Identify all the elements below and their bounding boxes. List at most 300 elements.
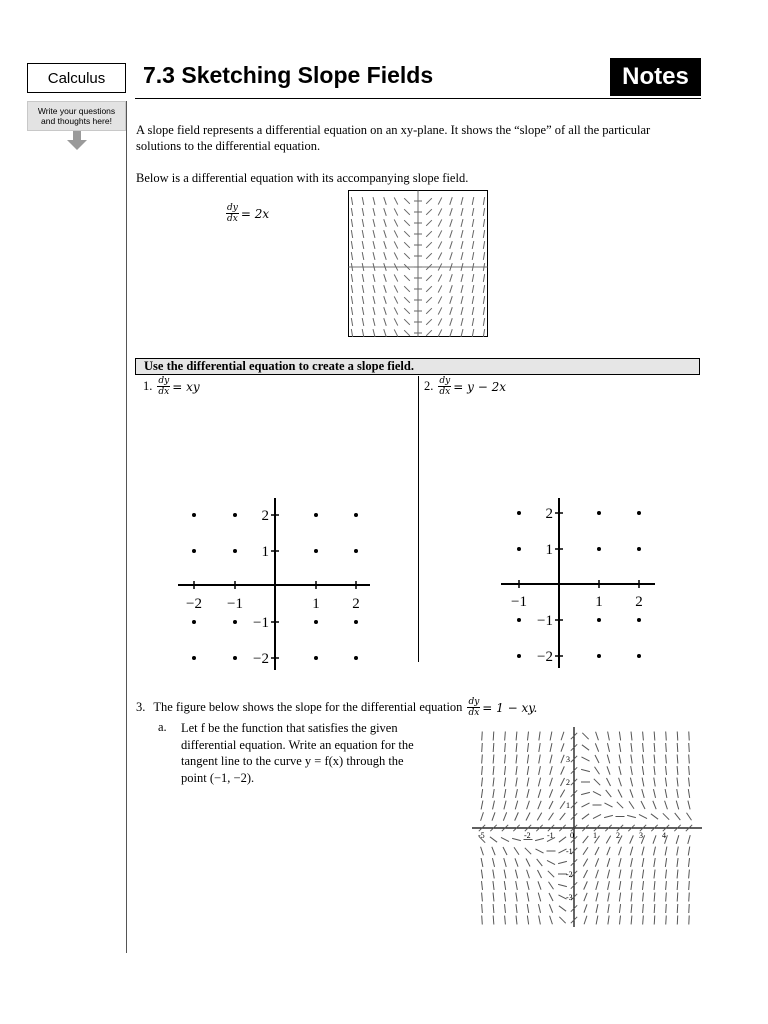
column-divider (418, 376, 419, 662)
slope-segment (504, 801, 506, 810)
slope-segment (593, 791, 601, 795)
slope-segment (493, 870, 494, 879)
slope-segment (689, 881, 690, 890)
slope-segment (516, 766, 517, 775)
slope-segment (558, 884, 567, 886)
slope-segment (559, 906, 566, 911)
slope-segment (527, 893, 529, 902)
slope-segment (482, 778, 483, 787)
slope-segment (549, 813, 554, 820)
slope-segment (604, 815, 613, 817)
x-tick-label: 1 (595, 594, 603, 610)
slope-segment (642, 870, 643, 879)
slope-segment (607, 766, 610, 774)
slope-segment (606, 778, 610, 786)
axis-tick-label: 3 (639, 831, 643, 840)
intro-paragraph-2: Below is a differential equation with its accompanying slope field. (136, 171, 469, 185)
slope-segment (631, 743, 632, 752)
slope-segment (539, 766, 541, 775)
slope-segment (595, 755, 599, 763)
slope-segment (666, 766, 667, 775)
slope-segment (651, 814, 658, 819)
header-rule (135, 98, 701, 99)
slope-segment (607, 755, 609, 764)
slope-segment (493, 904, 494, 913)
problem-3-statement (136, 697, 537, 718)
slope-segment (516, 778, 517, 787)
slope-segment (505, 743, 506, 752)
slope-segment (594, 779, 600, 785)
slope-segment (560, 813, 566, 820)
slope-segment (503, 812, 506, 820)
y-tick-label: −2 (537, 649, 553, 665)
axis-tick-label: 1 (593, 831, 597, 840)
example-slope-field (348, 190, 488, 337)
slope-segment (537, 859, 543, 866)
y-tick-label: −1 (253, 615, 269, 631)
slope-segment (593, 814, 601, 818)
slope-segment (482, 881, 483, 890)
slope-segment (493, 789, 494, 798)
problem-3-text: The figure below shows the slope for the differential equation (153, 700, 463, 714)
slope-segment (549, 893, 553, 901)
part-a-line: tangent line to the curve y = f(x) through the (181, 754, 404, 768)
slope-segment (677, 870, 678, 879)
slope-segment (665, 778, 666, 787)
x-tick-label: −2 (186, 596, 202, 612)
part-a-line: point (−1, −2). (181, 770, 255, 785)
slope-segment (584, 893, 587, 901)
slope-segment (663, 813, 669, 819)
equation-rhs: = xy (172, 379, 200, 394)
slope-segment (620, 916, 621, 925)
slope-segment (504, 858, 506, 867)
y-tick-label: 1 (545, 542, 553, 558)
slope-segment (596, 904, 598, 913)
y-tick-label: 2 (261, 508, 269, 524)
slope-segment (619, 870, 621, 879)
slope-segment (482, 893, 483, 902)
slope-segment (677, 778, 678, 787)
slope-segment (665, 789, 667, 798)
slope-segment (548, 871, 554, 877)
slope-segment (516, 904, 517, 913)
equation-rhs: = y − 2x (453, 379, 506, 394)
slope-segment (654, 916, 655, 925)
slope-segment (677, 847, 679, 856)
derivative-fraction (467, 697, 480, 718)
slope-segment (642, 858, 644, 867)
x-tick-label: 2 (635, 594, 643, 610)
x-tick-label: −1 (511, 594, 527, 610)
example-equation (226, 203, 269, 224)
slope-segment (537, 813, 541, 821)
slope-segment (527, 789, 529, 798)
margin-prompt-line2: and thoughts here! (41, 116, 112, 126)
slope-segment (677, 755, 678, 764)
slope-segment (481, 858, 483, 867)
slope-segment (595, 743, 598, 751)
slope-segment (607, 743, 609, 752)
slope-segment (582, 814, 589, 819)
slope-segment (482, 766, 483, 775)
slope-segment (550, 755, 552, 764)
slope-segment (619, 766, 621, 775)
slope-segment (505, 916, 506, 925)
slope-segment (505, 732, 506, 741)
slope-segment (537, 870, 541, 878)
slope-segment (549, 904, 552, 912)
slope-segment (666, 732, 667, 741)
axis-tick-label: -2 (524, 831, 531, 840)
derivative-fraction (226, 203, 239, 224)
slope-segment (604, 803, 612, 807)
slope-segment (666, 870, 667, 879)
slope-segment (629, 801, 634, 808)
slope-segment (665, 801, 668, 810)
slope-segment (606, 836, 610, 844)
fraction-numerator: dy (439, 376, 451, 386)
fraction-denominator: dx (158, 387, 170, 397)
slope-segment (618, 789, 622, 797)
slope-segment (619, 743, 620, 752)
slope-segment (504, 789, 506, 798)
slope-segment (550, 743, 552, 752)
slope-segment (631, 755, 632, 764)
slope-segment (550, 732, 552, 741)
slope-segment (666, 881, 667, 890)
slope-segment (654, 755, 655, 764)
slope-segment (561, 743, 564, 751)
slope-segment (493, 755, 494, 764)
slope-segment (539, 732, 540, 741)
y-tick-label: −1 (537, 613, 553, 629)
slope-segment (581, 803, 589, 807)
slope-segment (689, 755, 690, 764)
slope-segment (642, 847, 644, 856)
slope-segment (653, 789, 655, 798)
slope-segment (527, 766, 528, 775)
slope-segment (689, 893, 690, 902)
slope-segment (558, 861, 567, 863)
margin-prompt (27, 101, 126, 131)
slope-segment (607, 847, 610, 855)
slope-segment (596, 916, 598, 925)
slope-segment (493, 916, 494, 925)
slope-segment (535, 838, 544, 840)
slope-segment (630, 835, 634, 843)
axis-tick-label: 2 (616, 831, 620, 840)
slope-segment (688, 801, 690, 810)
slope-segment (687, 813, 692, 820)
slope-segment (504, 893, 505, 902)
slope-segment (595, 858, 598, 866)
part-a-line: differential equation. Write an equation for the (181, 737, 414, 752)
slope-segment (516, 755, 517, 764)
slope-segment (493, 893, 494, 902)
slope-segment (677, 904, 678, 913)
slope-segment (584, 881, 588, 889)
slope-segment (560, 790, 564, 798)
axis-tick-label: -1 (547, 831, 554, 840)
slope-segment (642, 881, 643, 890)
slope-segment (549, 801, 553, 809)
slope-segment (493, 778, 494, 787)
slope-segment (666, 904, 667, 913)
problem-2-equation (424, 376, 506, 397)
slope-segment (689, 778, 690, 787)
slope-segment (538, 881, 541, 889)
slope-segment (482, 755, 483, 764)
x-tick-label: −1 (227, 596, 243, 612)
slope-segment (493, 766, 494, 775)
slope-segment (676, 835, 679, 844)
slope-segment (596, 870, 599, 879)
slope-segment (631, 766, 633, 775)
slope-segment (654, 778, 655, 787)
slope-segment (619, 847, 622, 856)
slope-segment (630, 778, 632, 787)
slope-segment (606, 790, 612, 797)
slope-segment (539, 916, 541, 925)
margin-prompt-line1: Write your questions (37, 106, 116, 116)
slope-segment (527, 743, 528, 752)
slope-segment (675, 813, 681, 820)
slope-segment (583, 847, 588, 854)
slope-segment (550, 916, 553, 925)
page-title: 7.3 Sketching Slope Fields (143, 62, 434, 88)
slope-segment (654, 870, 655, 879)
slope-segment (654, 858, 655, 867)
slope-segment (559, 917, 565, 923)
slope-segment (549, 882, 554, 889)
slope-segment (666, 755, 667, 764)
slope-segment (482, 916, 483, 925)
slope-segment (481, 789, 482, 798)
x-tick-label: 1 (312, 596, 320, 612)
slope-segment (581, 769, 590, 771)
section-heading: Use the differential equation to create a slope field. (135, 358, 700, 375)
slope-segment (482, 743, 483, 752)
fraction-numerator: dy (227, 203, 238, 213)
slope-segment (677, 893, 678, 902)
slope-segment (538, 778, 540, 787)
problem-1-equation (143, 376, 200, 397)
slope-segment (516, 789, 518, 798)
slope-segment (481, 870, 482, 879)
slope-segment (665, 847, 667, 856)
slope-segment (642, 766, 643, 775)
slope-segment (677, 732, 678, 741)
slope-segment (527, 916, 528, 925)
problem-number: 3. (136, 700, 146, 714)
slope-segment (677, 743, 678, 752)
problem-1-grid (170, 490, 380, 675)
slope-segment (595, 847, 599, 855)
slope-segment (666, 743, 667, 752)
part-a-text (181, 720, 461, 786)
slope-segment (514, 847, 519, 854)
slope-segment (516, 893, 517, 902)
slope-segment (493, 743, 494, 752)
derivative-fraction (438, 376, 451, 397)
axis-tick-label: -5 (478, 831, 485, 840)
slope-segment (639, 814, 647, 818)
slope-segment (528, 732, 529, 741)
fraction-numerator: dy (158, 376, 170, 386)
equation-rhs: = 2x (240, 206, 270, 221)
fraction-denominator: dx (227, 214, 238, 224)
slope-segment (631, 858, 633, 867)
slope-segment (527, 801, 530, 810)
slope-segment (584, 916, 587, 925)
slope-segment (561, 766, 565, 774)
y-tick-label: −2 (253, 651, 269, 667)
slope-segment (539, 743, 540, 752)
slope-segment (493, 801, 495, 810)
slope-segment (631, 881, 632, 890)
slope-segment (607, 858, 610, 867)
slope-segment (677, 766, 678, 775)
slope-segment (561, 755, 564, 763)
slope-segment (581, 792, 590, 794)
slope-segment (504, 778, 505, 787)
slope-segment (501, 837, 509, 841)
slope-segment (607, 870, 609, 879)
slope-segment (608, 904, 609, 913)
slope-segment (688, 835, 690, 844)
slope-segment (560, 778, 564, 786)
slope-segment (515, 812, 519, 820)
slope-segment (527, 870, 530, 879)
part-a-line: Let f be the function that satisfies the given (181, 721, 398, 735)
slope-segment (653, 835, 656, 843)
slope-segment (505, 904, 506, 913)
slope-segment (689, 870, 690, 879)
slope-segment (505, 755, 506, 764)
slope-segment (527, 778, 529, 787)
slope-segment (525, 848, 531, 854)
slope-segment (666, 893, 667, 902)
down-arrow-icon (66, 131, 88, 151)
axis-tick-label: -1 (566, 847, 573, 856)
slope-segment (653, 801, 656, 809)
slope-segment (617, 802, 623, 808)
slope-segment (583, 836, 589, 843)
intro-paragraph: A slope field represents a differential equation on an xy-plane. It shows the “slope” of all the particular solutions to the differential equation. (136, 123, 651, 153)
slope-segment (689, 766, 690, 775)
slope-segment (654, 766, 655, 775)
slope-segment (504, 870, 506, 879)
slope-segment (689, 743, 690, 752)
axis-tick-label: -3 (566, 893, 573, 902)
slope-segment (527, 881, 529, 890)
slope-segment (515, 870, 517, 879)
slope-segment (493, 881, 494, 890)
slope-segment (630, 789, 633, 797)
slope-segment (643, 916, 644, 925)
slope-segment (641, 801, 645, 809)
slope-segment (504, 766, 505, 775)
slope-segment (631, 916, 632, 925)
slope-segment (608, 732, 610, 741)
slope-segment (688, 789, 689, 798)
x-tick-label: 2 (352, 596, 360, 612)
slope-segment (527, 904, 528, 913)
slope-segment (582, 745, 589, 750)
slope-segment (654, 847, 656, 856)
slope-segment (482, 904, 483, 913)
slope-segment (583, 870, 587, 878)
slope-segment (596, 893, 598, 902)
slope-segment (482, 732, 483, 741)
slope-segment (642, 778, 644, 787)
margin-divider (126, 101, 127, 953)
fraction-numerator: dy (468, 697, 480, 707)
axis-tick-label: 2 (566, 778, 570, 787)
slope-segment (677, 881, 678, 890)
y-tick-label: 2 (545, 506, 553, 522)
slope-segment (619, 755, 621, 764)
slope-segment (581, 757, 589, 761)
fraction-denominator: dx (468, 708, 480, 718)
slope-segment (561, 732, 564, 741)
slope-segment (504, 881, 505, 890)
slope-segment (560, 801, 565, 808)
fraction-denominator: dx (439, 387, 451, 397)
slope-segment (654, 893, 655, 902)
slope-segment (516, 916, 517, 925)
slope-segment (608, 916, 609, 925)
slope-segment (584, 904, 587, 912)
problem-3-equation (467, 697, 537, 718)
slope-segment (596, 881, 598, 890)
slope-segment (631, 893, 632, 902)
slope-segment (539, 755, 541, 764)
slope-segment (619, 881, 620, 890)
slope-segment (550, 766, 552, 775)
slope-segment (619, 893, 620, 902)
slope-segment (490, 837, 497, 842)
slope-segment (643, 893, 644, 902)
slope-segment (676, 801, 678, 810)
slope-segment (512, 838, 521, 840)
slope-segment (481, 847, 484, 856)
slope-segment (595, 767, 600, 774)
slope-segment (516, 732, 517, 741)
slope-segment (608, 881, 610, 890)
subject-label: Calculus (27, 63, 126, 93)
slope-segment (654, 743, 655, 752)
slope-segment (654, 881, 655, 890)
slope-segment (642, 755, 643, 764)
slope-segment (688, 847, 689, 856)
slope-segment (481, 812, 484, 821)
slope-segment (493, 732, 494, 741)
problem-number: 2. (424, 379, 434, 393)
slope-segment (538, 904, 540, 913)
problem-3-slope-field (472, 727, 702, 927)
slope-segment (631, 904, 632, 913)
slope-segment (608, 893, 610, 902)
slope-segment (527, 755, 528, 764)
slope-segment (643, 904, 644, 913)
slope-segment (666, 916, 667, 925)
slope-segment (526, 858, 530, 866)
slope-segment (654, 732, 655, 741)
slope-segment (550, 778, 553, 787)
slope-segment (630, 847, 632, 856)
